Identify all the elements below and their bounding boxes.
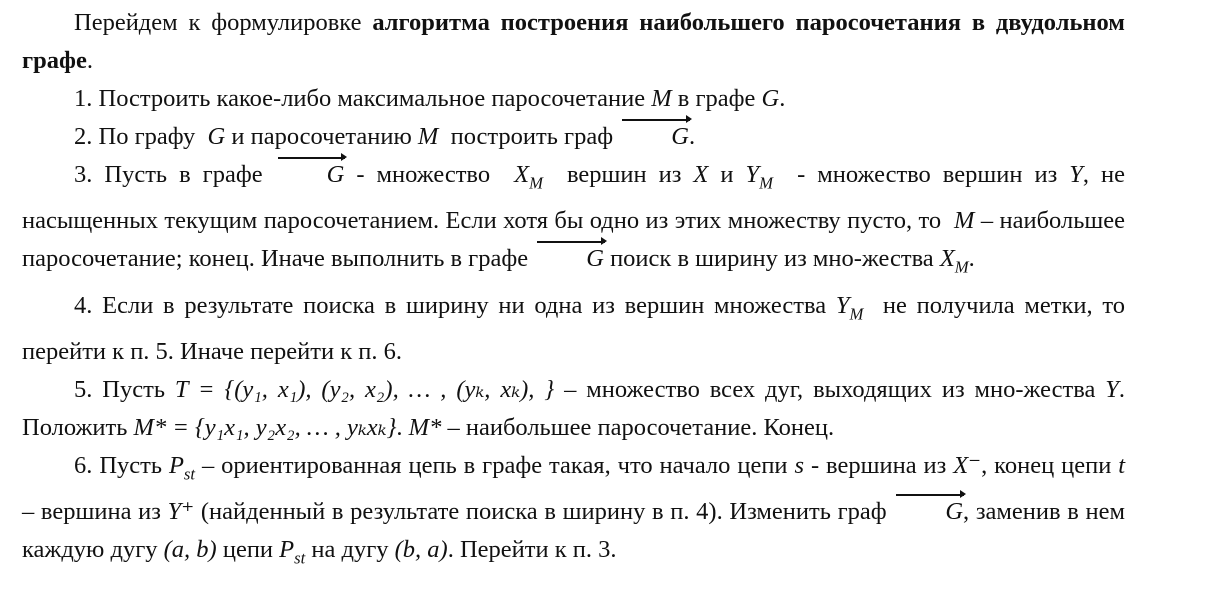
step-4: 4. Если в результате поиска в ширину ни одна из вершин множества $Y_M$ не получила метки, то перейти к п. 5. Иначе перейти к п. 6. xyxy=(22,291,1126,365)
step-number: 5. xyxy=(74,375,93,403)
step-number: 4. xyxy=(74,291,93,319)
symbol-g-vector: G xyxy=(893,493,963,531)
symbol-g-vector: G xyxy=(619,118,689,156)
symbol-y: Y xyxy=(1105,375,1119,403)
symbol-y-m: $Y_M$ xyxy=(835,291,864,323)
step-number: 1. xyxy=(74,85,93,112)
symbol-s: s xyxy=(794,451,805,479)
step-5: 5. Пусть T = {(y₁, x₁), (y₂, x₂), … , (yₖ, xₖ), } – множество всех дуг, выходящих из мно-жества Y. Положить M* = {y₁x₁, y₂x₂, … , yₖxₖ}. M* – наибольшее паросочетание. Конец. xyxy=(22,375,1126,441)
symbol-m: M xyxy=(417,123,439,150)
step-1: 1. Построить какое-либо максимальное паросочетание M в графе G. xyxy=(74,85,786,112)
symbol-x-m: $X_M$ xyxy=(514,161,543,193)
symbol-m: M xyxy=(651,85,672,112)
step-6: 6. Пусть $P_{st}$ – ориентированная цепь в графе такая, что начало цепи s - вершина из X⁻, конец цепи t – вершина из Y⁺ (найденный в результате поиска в ширину в п. 4). Изменить граф G, заменив в нем каждую дугу (a, b) цепи $P_{st}$ на дугу (b, a). Перейти к п. 3. xyxy=(22,451,1126,568)
symbol-m-star: M* xyxy=(408,413,442,441)
step-number: 3. xyxy=(74,161,93,188)
step-2: 2. По графу G и паросочетанию M построить граф G. xyxy=(22,118,1125,156)
symbol-y: Y xyxy=(1069,161,1083,188)
step-3: 3. Пусть в графе G - множество $X_M$ вершин из X и $Y_M$ - множество вершин из Y, не насыщенных текущим паросочетанием. Если хотя бы одно из этих множеству пусто, то M – наибольшее паросочетание; конец. Иначе выполнить в графе G поиск в ширину из мно-жества $X_M$. xyxy=(22,156,1125,287)
step-number: 2. xyxy=(74,123,93,150)
intro-paragraph: Перейдем к формулировке алгоритма построения наибольшего паросочетания в двудольном графе. xyxy=(22,9,1125,74)
symbol-x-minus: X⁻ xyxy=(953,451,982,479)
algorithm-title: алгоритма построения наибольшего паросочетания в двудольном графе xyxy=(22,9,1125,74)
arc-a-b: (a, b) xyxy=(163,536,217,564)
symbol-t: t xyxy=(1118,451,1126,479)
symbol-g: G xyxy=(761,85,780,112)
intro-text: Перейдем к формулировке xyxy=(74,9,373,36)
symbol-g-vector: G xyxy=(275,156,345,194)
formula-m-star: M* = {y₁x₁, y₂x₂, … , yₖxₖ} xyxy=(133,413,397,441)
symbol-x: X xyxy=(693,161,709,188)
symbol-y-plus: Y⁺ xyxy=(167,498,195,526)
symbol-x-m: $X_M$ xyxy=(939,245,969,277)
arc-b-a: (b, a) xyxy=(394,536,448,564)
symbol-g-vector: G xyxy=(534,240,604,278)
symbol-p-st: $P_{st}$ xyxy=(168,451,196,484)
symbol-m: M xyxy=(953,207,975,235)
symbol-y-m: $Y_M$ xyxy=(745,161,774,193)
symbol-g: G xyxy=(207,123,226,150)
step-number: 6. xyxy=(74,451,93,479)
symbol-p-st: $P_{st}$ xyxy=(279,536,306,568)
formula-t: T = {(y₁, x₁), (y₂, x₂), … , (yₖ, xₖ), } xyxy=(174,375,555,403)
